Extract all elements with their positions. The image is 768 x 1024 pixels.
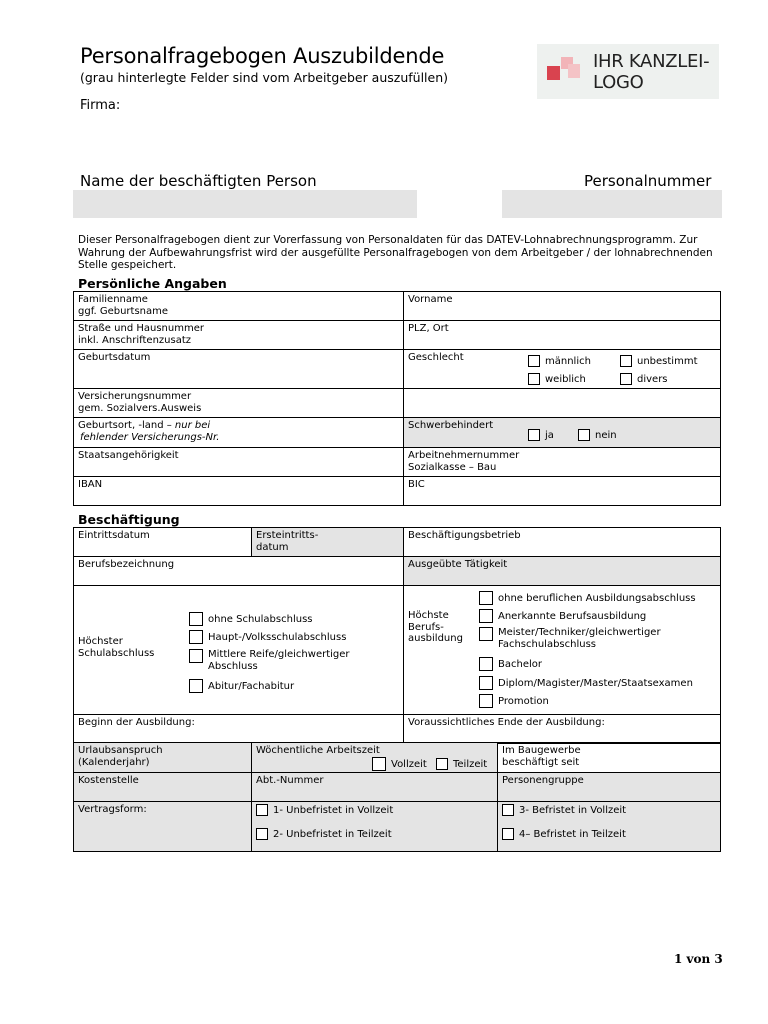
checkbox-befristet-vollzeit[interactable]: 3- Befristet in Vollzeit bbox=[502, 804, 626, 817]
checkbox-ja[interactable]: ja bbox=[528, 429, 554, 442]
kostenstelle-cell[interactable]: Kostenstelle bbox=[74, 773, 252, 802]
page-subtitle: (grau hinterlegte Felder sind vom Arbeitgeber auszufüllen) bbox=[80, 70, 449, 85]
staatsangehoerigkeit-cell[interactable]: Staatsangehörigkeit bbox=[74, 448, 404, 477]
schulabschluss-label: Höchster Schulabschluss bbox=[78, 636, 155, 659]
checkbox-unbefristet-teilzeit[interactable]: 2- Unbefristet in Teilzeit bbox=[256, 828, 392, 841]
vertragsform-befristet-cell bbox=[498, 802, 721, 852]
checkbox-bachelor[interactable]: Bachelor bbox=[479, 657, 542, 671]
checkbox-abitur[interactable]: Abitur/Fachabitur bbox=[189, 679, 294, 693]
baugewerbe-cell[interactable]: Im Baugewerbe beschäftigt seit bbox=[498, 743, 721, 773]
geschlecht-cell bbox=[404, 350, 721, 389]
vorname-cell[interactable]: Vorname bbox=[404, 292, 721, 321]
geschlecht-label: Geschlecht bbox=[408, 352, 464, 363]
page-number: 1 von 3 bbox=[674, 952, 723, 966]
geburtsort-cell[interactable]: Geburtsort, -land – nur bei fehlender Versicherungs-Nr. bbox=[74, 418, 404, 448]
checkbox-weiblich[interactable]: weiblich bbox=[528, 373, 586, 386]
arbeitszeit-label: Wöchentliche Arbeitszeit bbox=[256, 745, 380, 756]
eintrittsdatum-cell[interactable]: Eintrittsdatum bbox=[74, 528, 252, 557]
checkbox-mittlere-reife[interactable]: Mittlere Reife/gleichwertiger Abschluss bbox=[189, 649, 350, 672]
versicherungsnummer-right-cell[interactable] bbox=[404, 389, 721, 418]
schwerbehindert-label: Schwerbehindert bbox=[408, 420, 494, 431]
iban-cell[interactable]: IBAN bbox=[74, 477, 404, 506]
page-title: Personalfragebogen Auszubildende bbox=[80, 44, 445, 68]
strasse-cell[interactable]: Straße und Hausnummer inkl. Anschriftenzusatz bbox=[74, 321, 404, 350]
urlaubsanspruch-cell[interactable]: Urlaubsanspruch (Kalenderjahr) bbox=[74, 743, 252, 773]
checkbox-divers[interactable]: divers bbox=[620, 373, 668, 386]
personalnummer-label: Personalnummer bbox=[584, 172, 712, 190]
ersteintrittsdatum-cell[interactable]: Ersteintritts- datum bbox=[252, 528, 404, 557]
name-field[interactable] bbox=[73, 190, 417, 218]
vertragsform-unbefristet-cell bbox=[252, 802, 498, 852]
checkbox-meister[interactable]: Meister/Techniker/gleichwertiger Fachschulabschluss bbox=[479, 627, 661, 650]
checkbox-unbestimmt[interactable]: unbestimmt bbox=[620, 355, 698, 368]
berufsausbildung-label: Höchste Berufs- ausbildung bbox=[408, 610, 463, 644]
logo-text: IHR KANZLEI- LOGO bbox=[593, 51, 710, 93]
personalnummer-field[interactable] bbox=[502, 190, 722, 218]
section-heading-beschaeftigung: Beschäftigung bbox=[78, 512, 180, 527]
vertragsform-cell: Vertragsform: bbox=[74, 802, 252, 852]
abt-nummer-cell[interactable]: Abt.-Nummer bbox=[252, 773, 498, 802]
schulabschluss-cell bbox=[74, 586, 404, 715]
checkbox-hauptschulabschluss[interactable]: Haupt-/Volksschulabschluss bbox=[189, 630, 346, 644]
ende-ausbildung-cell[interactable]: Voraussichtliches Ende der Ausbildung: bbox=[404, 715, 721, 744]
checkbox-promotion[interactable]: Promotion bbox=[479, 694, 549, 708]
checkbox-ohne-ausbildungsabschluss[interactable]: ohne beruflichen Ausbildungsabschluss bbox=[479, 591, 696, 605]
logo-square-red bbox=[547, 66, 560, 80]
checkbox-diplom[interactable]: Diplom/Magister/Master/Staatsexamen bbox=[479, 676, 693, 690]
personal-table bbox=[73, 291, 721, 506]
familienname-cell[interactable]: Familienname ggf. Geburtsname bbox=[74, 292, 404, 321]
company-logo bbox=[537, 44, 719, 99]
checkbox-teilzeit[interactable]: Teilzeit bbox=[436, 758, 487, 771]
beginn-ausbildung-cell[interactable]: Beginn der Ausbildung: bbox=[74, 715, 404, 744]
checkbox-anerkannte-berufsausbildung[interactable]: Anerkannte Berufsausbildung bbox=[479, 609, 646, 623]
checkbox-ohne-schulabschluss[interactable]: ohne Schulabschluss bbox=[189, 612, 312, 626]
checkbox-vollzeit[interactable]: Vollzeit bbox=[372, 757, 427, 771]
beschaeftigung-table-a bbox=[73, 527, 721, 744]
personengruppe-cell[interactable]: Personengruppe bbox=[498, 773, 721, 802]
berufsausbildung-cell bbox=[404, 586, 721, 715]
versicherungsnummer-cell[interactable]: Versicherungsnummer gem. Sozialvers.Ausweis bbox=[74, 389, 404, 418]
bic-cell[interactable]: BIC bbox=[404, 477, 721, 506]
checkbox-befristet-teilzeit[interactable]: 4– Befristet in Teilzeit bbox=[502, 828, 626, 841]
geburtsdatum-cell[interactable]: Geburtsdatum bbox=[74, 350, 404, 389]
checkbox-maennlich[interactable]: männlich bbox=[528, 355, 591, 368]
plz-ort-cell[interactable]: PLZ, Ort bbox=[404, 321, 721, 350]
intro-text: Dieser Personalfragebogen dient zur Vorerfassung von Personaldaten für das DATEV-Lohnabrechnungsprogramm. Zur Wahrung der Aufbewahrungsfrist wird der ausgefüllte Personalfragebogen von dem Arbeitgeber / der lohnabrechnenden Stelle gespeichert. bbox=[78, 234, 713, 271]
name-label: Name der beschäftigten Person bbox=[80, 172, 317, 190]
checkbox-nein[interactable]: nein bbox=[578, 429, 617, 442]
berufsbezeichnung-cell[interactable]: Berufsbezeichnung bbox=[74, 557, 404, 586]
logo-square-pink-right bbox=[568, 64, 580, 78]
checkbox-unbefristet-vollzeit[interactable]: 1- Unbefristet in Vollzeit bbox=[256, 804, 393, 817]
taetigkeit-cell[interactable]: Ausgeübte Tätigkeit bbox=[404, 557, 721, 586]
beschaeftigung-table-b bbox=[73, 742, 721, 852]
arbeitnehmernummer-cell[interactable]: Arbeitnehmernummer Sozialkasse – Bau bbox=[404, 448, 721, 477]
firma-label: Firma: bbox=[80, 98, 121, 113]
schwerbehindert-cell bbox=[404, 418, 721, 448]
arbeitszeit-cell bbox=[252, 743, 498, 773]
section-heading-personal: Persönliche Angaben bbox=[78, 276, 227, 291]
beschaeftigungsbetrieb-cell[interactable]: Beschäftigungsbetrieb bbox=[404, 528, 721, 557]
